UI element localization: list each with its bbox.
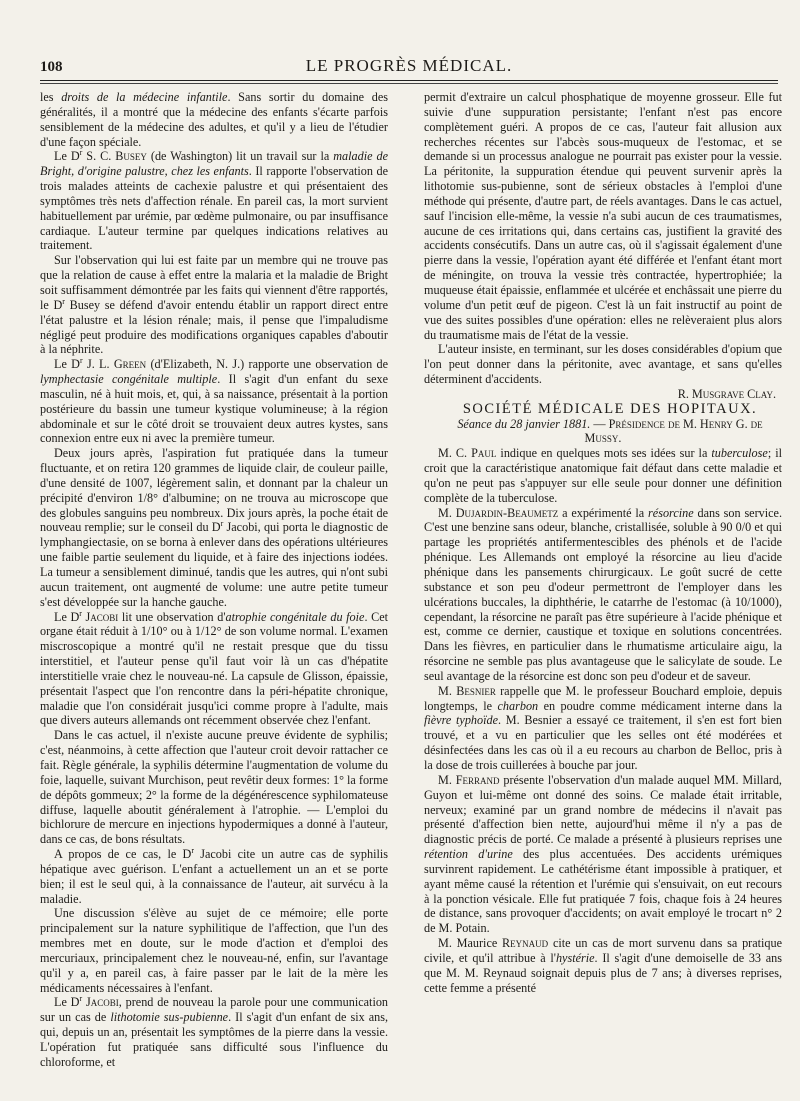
italic-text: maladie de Bright, d'origine palustre, chez les enfants [40, 149, 388, 179]
italic-text: fièvre typhoïde [424, 713, 498, 728]
text-run: (de Washington) lit un travail sur la [146, 149, 334, 164]
italic-text: lithotomie sus-pubienne [110, 1010, 229, 1025]
page-number: 108 [40, 59, 63, 75]
text-run: en poudre comme médicament interne dans la [538, 698, 782, 713]
text-run: L'auteur insiste, en terminant, sur les doses considérables d'opium que l'on peut donner dans la péritonite, avec avantage, et sans qu'elles déterminent d'accidents. [424, 342, 782, 387]
superscript: r [79, 356, 83, 366]
text-run: Le D [54, 357, 80, 372]
text-run: cite un cas de mort survenu dans sa pratique civile, et qu'il attribue à l' [424, 936, 782, 965]
paragraph [40, 446, 388, 609]
name-text: Reynaud [502, 936, 549, 951]
name-text: Dujardin-Beaumetz [455, 505, 559, 520]
text-run: . M. Besnier a essayé ce traitement, il s'en est fort bien trouvé, et a vu en particulier que les selles ont été modérées et désinfectées dans les cas où il a eu recours au charbon de Belloc, pris à la dose de trois cuillerées à bouche par jour. [424, 713, 782, 772]
superscript: r [62, 296, 65, 306]
paragraph [40, 847, 388, 906]
text-run: indique en quelques mots ses idées sur la [496, 446, 712, 461]
paragraph [40, 357, 388, 446]
superscript: r [191, 845, 194, 855]
paragraph [40, 253, 388, 357]
name-text: Jacobi [86, 995, 119, 1010]
text-run: lit une observation d' [118, 609, 226, 624]
text-run: rappelle que M. le professeur Bouchard emploie, depuis longtemps, le [424, 683, 782, 713]
left-column-paragraphs [40, 90, 388, 1070]
text-run: S. C. [82, 149, 116, 164]
text-run: M. [438, 772, 456, 787]
text-run: M. [438, 683, 457, 698]
text-run: Le D [54, 149, 80, 164]
text-run: les [40, 90, 62, 104]
text-run: a expérimenté la [558, 505, 649, 520]
superscript: r [79, 608, 82, 618]
paragraph [424, 936, 782, 995]
article-signature: R. Musgrave Clay. [677, 386, 776, 401]
seance-date: Séance du 28 janvier 1881. [457, 416, 591, 431]
name-text: Besnier [456, 683, 496, 698]
paragraph [40, 90, 388, 149]
name-text: Paul [471, 446, 497, 461]
text-run: Jacobi, qui porta le diagnostic de lymphangiectasie, on se borna à enlever dans des opérations ultérieures une faible partie seulement du liquide, et à faire des injections iodées. La tumeur a sensiblement diminué, tandis que les autres, qui n'ont subi aucun traitement, ont augmenté de volume: une autre petite tumeur s'est développée sur la hanche gauche. [40, 520, 388, 609]
seance-presidence: — Présidence de M. Henry G. de Mussy. [584, 416, 763, 446]
text-run: des plus accentuées. Des accidents urémiques survinrent rapidement. Le cathétérisme étant impossible à pratiquer, et ayant même causé la rétention et l'urémie qui s'ensuivait, on eut recours à la ponction vésicale. Elle fut pratiquée 7 fois, chaque fois à 24 heures de distance, sans provoquer d'accidents; on avait employé le trocart n° 2 de M. Potain. [424, 847, 782, 936]
italic-text: rétention d'urine [424, 847, 513, 862]
paragraph [40, 728, 388, 847]
text-run: . Sans sortir du domaine des généralités, il a montré que la médecine des enfants s'écarte parfois sensiblement de la médecine des adultes, et qu'il y a lieu de l'étudier d'une façon spéciale. [40, 90, 388, 149]
text-run: , prend de nouveau la parole pour une communication sur un cas de [40, 995, 388, 1025]
italic-text: atrophie congénitale du foie [225, 609, 365, 624]
text-run: Dans le cas actuel, il n'existe aucune preuve évidente de syphilis; c'est, néanmoins, à cette affection que l'auteur croit devoir rattacher ce fait. Règle générale, la syphilis détermine l'augmentation de volume du foie, laquelle, suivant Murchison, peut revêtir deux formes: 1° la forme de dépôts gommeux; 2° la forme de la dégénérescence syphilomateuse diffuse, laquelle aboutit généralement à l'atrophie. — L'emploi du bichlorure de mercure en injections hypodermiques a donné à l'auteur, dans ce cas, de bons résultats. [40, 728, 388, 847]
page-header [40, 56, 778, 80]
superscript: r [79, 148, 83, 158]
paragraph [40, 906, 388, 995]
text-run: Sur l'observation qui lui est faite par un membre qui ne trouve pas que la relation de cause à effet entre la malaria et la maladie de Bright soit suffisamment démontrée par les faits qui viennent d'être rapportés, le D [40, 253, 388, 312]
paragraph [424, 773, 782, 936]
paragraph [424, 342, 782, 387]
paragraph [40, 610, 388, 729]
name-text: Jacobi [85, 609, 119, 624]
text-run: présente l'observation d'un malade auquel MM. Millard, Guyon et lui-même ont donné des soins. Ce malade était irritable, nerveux; examiné par un grand nombre de médecins il n'avait pas présenté d'affection bien nette, aujourd'hui même il n'y a pas de diagnostic précis de porté. Ce malade a présenté à plusieurs reprises une [424, 772, 782, 847]
header-rule [40, 80, 778, 81]
text-run: (d'Elizabeth, N. J.) rapporte une observation de [146, 357, 388, 372]
italic-text: charbon [497, 698, 539, 713]
text-run: . Il rapporte l'observation de trois malades atteints de cachexie palustre et qui présentaient des symptômes très nets d'affection rénale. En pareil cas, la mort survient habituellement par urémie, par œdème pulmonaire, ou par insuffisance cardiaque. L'auteur termine par quelques indications relatives au traitement. [40, 164, 388, 253]
italic-text: tuberculose [711, 446, 768, 461]
paragraph [40, 149, 388, 253]
name-text: Busey [115, 149, 147, 164]
name-text: Ferrand [455, 772, 500, 787]
paragraph [424, 90, 782, 342]
text-run: . Cet organe était réduit à 1/10° ou à 1/12° de son volume normal. L'examen miscroscopique a montré qu'il ne restait presque que du tissu interstitiel, et l'auteur pense qu'il faut voir là un cas d'hépatite interstitielle vraie chez le nouveau-né. La capsule de Glisson, épaissie, présentait l'aspect que l'on rencontre dans la péri-hépatite chronique, maladie que l'on considérait jusqu'ici comme propre à l'adulte, mais que divers auteurs allemands ont récemment observée chez l'enfant. [40, 609, 388, 728]
text-run: J. L. [82, 357, 114, 372]
seance-line [424, 417, 782, 447]
text-run: Busey se défend d'avoir entendu établir un rapport direct entre l'état palustre et la lésion rénale; mais, il pense que l'impaludisme négligé peut produire des modifications organiques capables d'aboutir à la néphrite. [40, 297, 388, 357]
text-run: . Il s'agit d'un enfant du sexe masculin, né à huit mois, et, qui, à sa naissance, présentait à la portion postérieure du bassin une tumeur kystique volumineuse; à la région abdominale et sur le côté droit se trouvaient deux autres kystes, sans connexion entre eux ni avec la première tumeur. [40, 372, 388, 446]
text-run: M. C. [438, 446, 472, 461]
text-run: M. [438, 505, 456, 520]
right-column [424, 90, 782, 1090]
italic-text: résorcine [648, 505, 694, 520]
text-run: M. Maurice [438, 936, 503, 951]
section-title: SOCIÉTÉ MÉDICALE DES HOPITAUX. [462, 400, 758, 417]
text-run: Jacobi cite un autre cas de syphilis hépatique avec guérison. L'enfant a actuellement un an et se porte bien; il est le seul qui, à la connaissance de l'auteur, ait survécu à la maladie. [40, 847, 388, 906]
header-rule-secondary [40, 83, 778, 84]
text-run: ; il croit que la caractéristique anatomique fait défaut dans cette maladie et qu'on ne peut pas s'appuyer sur elle seule pour donner une définition complète de la tuberculose. [424, 446, 782, 505]
text-run: Une discussion s'élève au sujet de ce mémoire; elle porte principalement sur la nature syphilitique de l'affection, que l'un des membres met en doute, sur le mode d'action et d'emploi des mercuriaux, principalement chez le nouveau-né, enfin, sur l'avantage qu'il y a, en pareil cas, à faire passer par le lait de la mère les médicaments nécessaires à l'enfant. [40, 906, 388, 995]
text-run: . Il s'agit d'une demoiselle de 33 ans que M. M. Reynaud soignait depuis plus de 7 ans; à diverses reprises, cette femme a présenté [424, 950, 782, 995]
text-run: dans son service. C'est une benzine sans odeur, blanche, cristallisée, soluble à 90 0/0 et qui partage les propriétés antifermentescibles des phénols et de l'acide phénique. Les Allemands ont employé la résorcine au lieu d'acide phénique dans les pansements chirurgicaux. Le goût sucré de cette substance et son peu d'odeur permettront de l'employer dans les ulcérations buccales, la diphthérie, le catarrhe de l'estomac (à 10/1000), cependant, la résorcine ne paraît pas être supérieure à l'acide phénique et est, comme ce dernier, caustique et toxique en solutions concentrées. Dans les fièvres, en particulier dans le rhumatisme articulaire aigu, la résorcine ne semble pas plus avantageuse que le salicylate de soude. Le seul avantage de la résorcine est donc son peu d'odeur et de saveur. [424, 505, 782, 683]
superscript: r [220, 519, 224, 529]
paragraph [40, 995, 388, 1069]
paragraph [424, 684, 782, 773]
paragraph [424, 506, 782, 684]
paragraph [424, 446, 782, 505]
right-column-intro [424, 90, 782, 387]
text-run: . Il s'agit d'un enfant de six ans, qui, depuis un an, présentait les symptômes de la pierre dans la vessie. L'opération fut pratiquée sans difficulté sous l'influence du chloroforme, et [40, 1010, 388, 1069]
text-run: Le D [54, 609, 80, 624]
right-column-body [424, 446, 782, 995]
left-column [40, 90, 388, 1090]
name-text: Green [113, 357, 147, 372]
journal-title: LE PROGRÈS MÉDICAL. [305, 56, 513, 75]
superscript: r [79, 994, 83, 1004]
text-run: permit d'extraire un calcul phosphatique de moyenne grosseur. Elle fut suivie d'une suppuration persistante; l'enfant n'est pas encore complètement guéri. A propos de ce cas, l'auteur fait allusion aux recherches récentes sur l'abcès sous-muqueux de l'estomac, et se demande si un processus analogue ne pourrait pas exister pour la vessie. La péritonite, la suppuration étendue qui peuvent survenir après la lithotomie sus-pubienne, sont de sérieux obstacles à l'emploi d'une méthode qui présente, d'autre part, de réels avantages. Dans le cas actuel, sauf l'incision elle-même, la vessie n'a subi aucun de ces traumatismes, aucune de ces irritations qui, dans certains cas, justifient la gravité des accidents consécutifs. Dans un autre cas, où il s'agissait également d'une pierre dans la vessie, l'opération ayant été différée et l'enfant étant mort de méningite, on trouva la vessie très contractée, hypertrophiée; la muqueuse était épaissie, enflammée et ulcérée et enchâssait une pierre du volume d'un petit œuf de pigeon. C'est là un fait instructif au point de vue des suites possibles d'une opération: elles ne relèveraient plus alors du traumatisme mais de l'état de la vessie. [424, 90, 782, 342]
text-run: A propos de ce cas, le D [54, 847, 192, 862]
italic-text: lymphectasie congénitale multiple [40, 372, 218, 387]
italic-text: droits de la médecine infantile [61, 90, 228, 104]
italic-text: hystérie [555, 950, 595, 965]
text-run: Deux jours après, l'aspiration fut pratiquée dans la tumeur fluctuante, et on retira 120 grammes de liquide clair, de couleur paille, d'une densité de 1007, légèrement salin, et donnant par la chaleur un précipité d'environ 1/8° d'albumine; on ne trouva au microscope que des globules sanguins peu nombreux. Dix jours après, la poche était de nouveau remplie; sur le conseil du D [40, 446, 388, 535]
text-run: Le D [54, 995, 80, 1010]
